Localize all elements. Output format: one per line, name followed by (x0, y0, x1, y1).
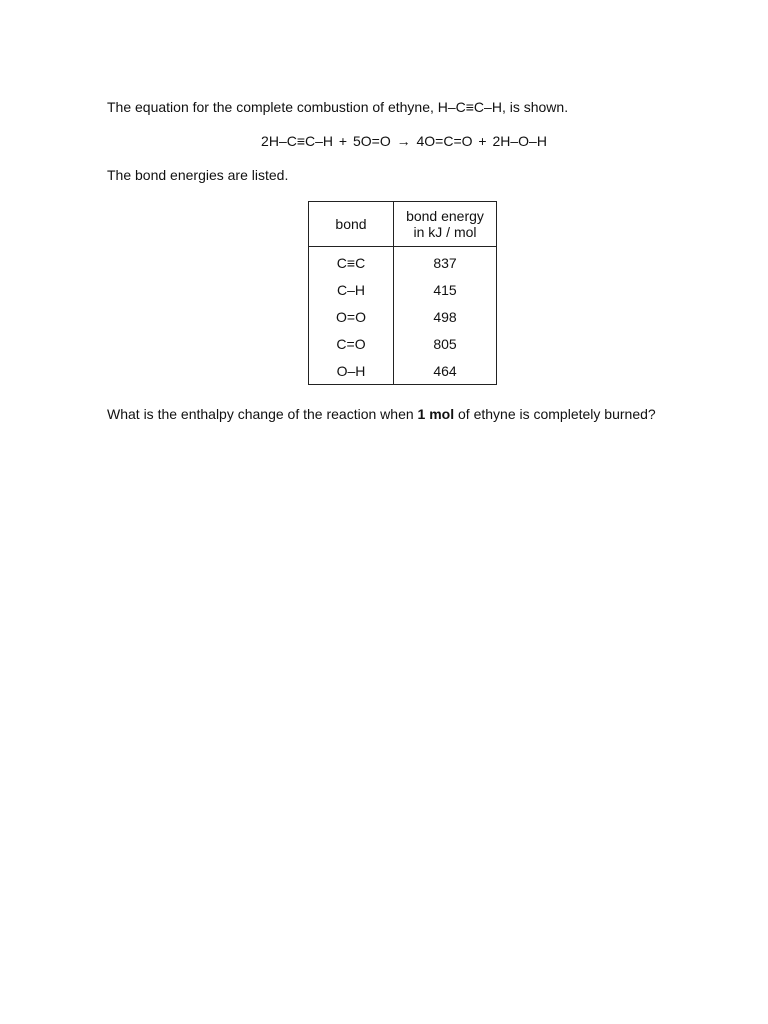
table-row (309, 357, 497, 385)
bond-energy-table (308, 201, 497, 385)
prompt-text-before: What is the enthalpy change of the reaction when (107, 406, 418, 422)
prompt-amount: 1 mol (417, 406, 455, 422)
energy-cell: 464 (394, 357, 497, 385)
table-row (309, 303, 497, 330)
energy-cell: 498 (394, 303, 497, 330)
bond-cell: O=O (309, 303, 394, 330)
bond-cell: C=O (309, 330, 394, 357)
table-row (309, 247, 497, 277)
header-bond-energy (394, 202, 497, 247)
energy-cell: 805 (394, 330, 497, 357)
table-row (309, 330, 497, 357)
table-row (309, 276, 497, 303)
combustion-equation: 2H–C≡C–H + 5O=O → 4O=C=O + 2H–O–H (261, 133, 547, 149)
table-header-row (309, 202, 497, 247)
energy-cell: 837 (394, 247, 497, 277)
bond-energies-intro: The bond energies are listed. (107, 167, 289, 183)
question-prompt (107, 405, 656, 423)
prompt-text-after: of ethyne is completely burned? (454, 406, 656, 422)
intro-text: The equation for the complete combustion of ethyne, H–C≡C–H, is shown. (107, 99, 569, 115)
bond-cell: O–H (309, 357, 394, 385)
header-energy-line-1: bond energy (406, 208, 484, 224)
energy-cell: 415 (394, 276, 497, 303)
bond-cell: C–H (309, 276, 394, 303)
header-bond: bond (309, 202, 394, 247)
bond-cell: C≡C (309, 247, 394, 277)
header-energy-line-2: in kJ / mol (413, 224, 477, 240)
